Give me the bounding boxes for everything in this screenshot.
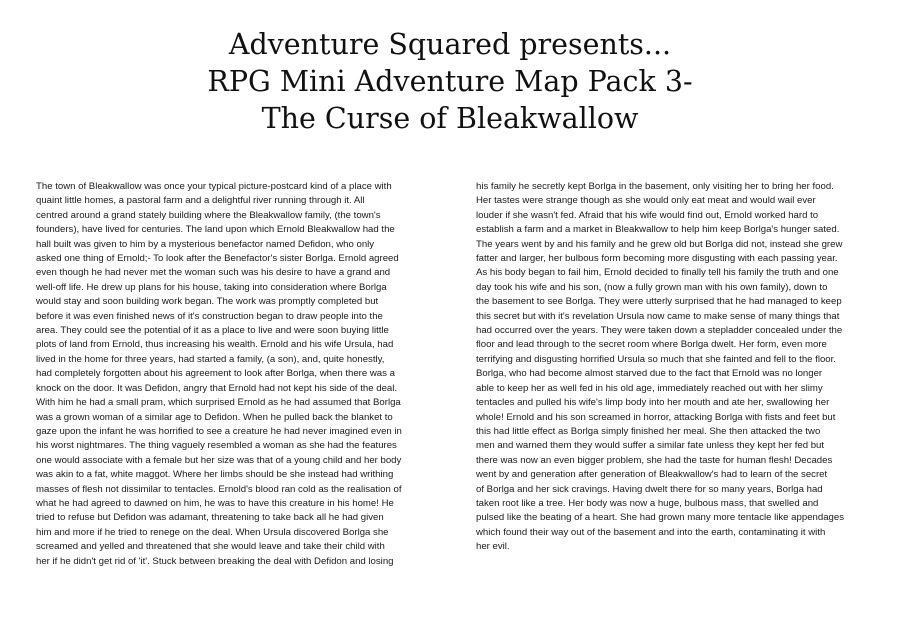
left-column-line: centred around a grand stately building where the Bleakwallow family, (the town's: [36, 209, 381, 221]
right-column-line: her evil.: [476, 541, 510, 553]
left-column-line: was a grown woman of a similar age to Defidon. When he pulled back the blanket to: [36, 411, 393, 423]
right-column-line: this secret but with it's revelation Ursula now came to make sense of many things that: [476, 310, 840, 322]
left-column-line: tried to refuse but Defidon was adamant, threatening to take back all he had given: [36, 512, 384, 524]
right-column-line: this had little effect as Borlga simply finished her meal. She then attacked the two: [476, 425, 821, 437]
right-column-line: tentacles and pulled his wife's limp body into her mouth and ate her, swallowing her: [476, 397, 830, 409]
right-column-line: went by and generation after generation of Bleakwallow's had to learn of the secret: [476, 469, 828, 481]
right-column-line: pulsed like the beating of a heart. She had grown many more tentacle like appendages: [476, 512, 845, 524]
right-column-line: men and warned them they would suffer a similar fate unless they kept her fed but: [476, 440, 825, 452]
right-column-line: establish a farm and a market in Bleakwallow to help him keep Borlga's hunger sated.: [476, 224, 840, 236]
left-column-line: asked one thing of Ernold;- To look after the Benefactor's sister Borlga. Ernold agreed: [36, 253, 399, 265]
left-column-line: quaint little homes, a pastoral farm and a delightful river running through it. All: [36, 195, 365, 207]
right-column-line: of Borlga and her sick cravings. Having dwelt there for so many years, Borlga had: [476, 483, 823, 495]
left-column-line: With him he had a small pram, which surprised Ernold as he had assumed that Borlga: [36, 397, 401, 409]
left-column-line: The town of Bleakwallow was once your typical picture-postcard kind of a place with: [36, 181, 392, 192]
right-column-line: fatter and larger, her bulbous form becoming more disgusting with each passing year.: [476, 253, 838, 265]
right-column-line: Her tastes were strange though as she would only eat meat and would wail ever: [476, 195, 816, 207]
left-column-line: would stay and soon building work began. The work was promptly completed but: [36, 296, 379, 308]
right-column-line: had occurred over the years. They were taken down a stepladder concealed under the: [476, 325, 843, 337]
left-column-line: even though he had never met the woman such was his desire to have a grand and: [36, 267, 391, 279]
right-column-line: Borlga, who had become almost starved due to the fact that Ernold was no longer: [476, 368, 823, 380]
right-column-line: the basement to see Borlga. They were utterly surprised that he had managed to keep: [476, 296, 842, 308]
left-column: [36, 180, 438, 569]
left-column-line: his worst nightmares. The thing vaguely resembled a woman as she had the features: [36, 440, 397, 452]
title-line-3: The Curse of Bleakwallow: [261, 102, 639, 135]
left-column-line: founders), have lived for centuries. The land upon which Ernold Bleakwallow had the: [36, 224, 395, 236]
left-column-line: was akin to a fat, white maggot. Where her limbs should be she instead had writhing: [36, 469, 394, 481]
right-column: [476, 180, 880, 569]
left-column-line: lived in the home for three years, had started a family, (a son), and, quite honestly,: [36, 353, 385, 365]
left-column-line: gaze upon the infant he was horrified to see a creature he had never imagined even in: [36, 425, 402, 437]
right-column-line: As his body began to fail him, Ernold decided to finally tell his family the truth and one: [476, 267, 839, 279]
right-column-line: The years went by and his family and he grew old but Borlga did not, instead she grew: [476, 238, 843, 250]
left-column-line: before it was even finished news of it's construction began to draw people into the: [36, 310, 383, 322]
right-column-line: whole! Ernold and his son screamed in horror, attacking Borlga with fists and feet but: [476, 411, 836, 423]
left-column-line: what he had agreed to dawned on him, he was to have this creature in his home! He: [36, 497, 394, 509]
right-column-line: which found their way out of the basement and into the earth, contaminating it with: [476, 526, 826, 538]
document-title: [0, 26, 900, 137]
left-column-line: well-off life. He drew up plans for his house, taking into consideration where Borlga: [36, 281, 387, 293]
right-column-line: day took his wife and his son, (now a fully grown man with his own family), down to: [476, 281, 828, 293]
left-column-line: hall built was given to him by a mysterious benefactor named Defidon, who only: [36, 238, 375, 250]
right-column-line: his family he secretly kept Borlga in the basement, only visiting her to bring her food.: [476, 181, 834, 192]
left-column-line: one would associate with a female but her size was that of a young child and her body: [36, 454, 402, 466]
right-column-line: louder if she wasn't fed. Afraid that his wife would find out, Ernold worked hard to: [476, 209, 819, 221]
left-column-line: screamed and yelled and threatened that she would leave and take their child with: [36, 541, 385, 553]
right-column-line: able to keep her as well fed in his old age, immediately reached out with her slimy: [476, 382, 823, 394]
right-column-line: terrifying and disgusting horrified Ursula so much that she fainted and fell to the floor.: [476, 353, 836, 365]
left-column-line: plots of land from Ernold, thus increasing his wealth. Ernold and his wife Ursula, had: [36, 339, 394, 351]
title-line-1: Adventure Squared presents...: [228, 28, 672, 61]
left-column-line: him and more if he tried to renege on the deal. When Ursula discovered Borlga she: [36, 526, 389, 538]
left-column-line: area. They could see the potential of it as a place to live and were soon buying little: [36, 325, 389, 337]
left-column-line: her if he didn't get rid of 'it'. Stuck between breaking the deal with Defidon and losing: [36, 555, 394, 567]
right-column-line: there was now an even bigger problem, she had the taste for human flesh! Decades: [476, 454, 833, 466]
title-line-2: RPG Mini Adventure Map Pack 3-: [207, 65, 693, 98]
left-column-line: knock on the door. It was Defidon, angry that Ernold had not kept his side of the deal.: [36, 382, 398, 394]
body-columns: [36, 180, 880, 569]
right-column-line: taken root like a tree. Her body was now a huge, bulbous mass, that swelled and: [476, 497, 819, 509]
right-column-line: floor and lead through to the secret room where Borlga dwelt. Her form, even more: [476, 339, 827, 351]
left-column-line: masses of flesh not dissimilar to tentacles. Ernold's blood ran cold as the realisation of: [36, 483, 402, 495]
left-column-line: had completely forgotten about his agreement to look after Borlga, when there was a: [36, 368, 395, 380]
